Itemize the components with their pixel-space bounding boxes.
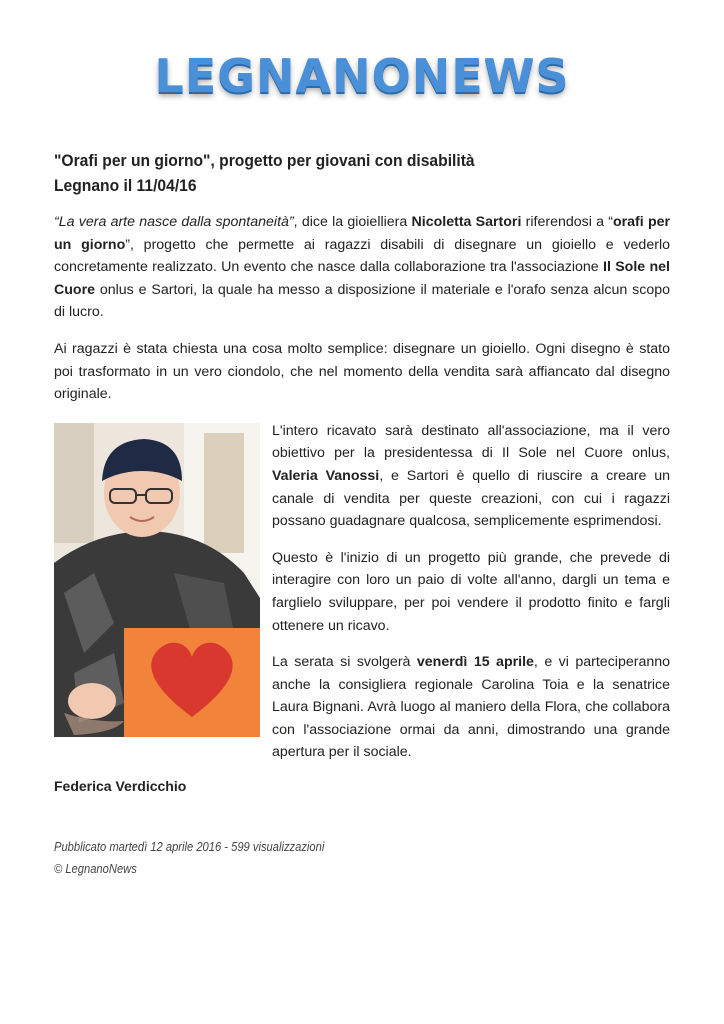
association-name: Il Sole nel Cuore	[54, 259, 670, 298]
site-logo[interactable]: LEGNANONEWS	[154, 49, 570, 103]
paragraph-1	[54, 211, 670, 324]
person-name: Valeria Vanossi	[272, 467, 380, 484]
article-body	[54, 211, 670, 778]
opening-quote: “La vera arte nasce dalla spontaneità”	[54, 214, 294, 230]
text-span: onlus e Sartori, la quale ha messo a disposizione il materiale e l'orafo senza alcun scopo di lucro.	[54, 281, 670, 321]
article-title: "Orafi per un giorno", progetto per giovani con disabilità	[54, 151, 475, 170]
project-name: orafi per un giorno	[54, 214, 671, 253]
text-span: , dice la gioielliera	[293, 214, 412, 230]
copyright: © LegnanoNews	[54, 861, 137, 876]
text-span: , e vi parteciperanno anche la consigliera regionale Carolina Toia e la senatrice Laura Bignani. Avrà luogo al maniero della Flora, che collabora con l'associazione ormai da anni, dimostrando una grande apertura per il sociale.	[272, 654, 671, 761]
text-span: , e Sartori è quello di riuscire a creare un canale di vendita per queste creazioni, con cui i ragazzi possano guadagnare qualcosa, semplicemente esprimendosi.	[272, 467, 671, 530]
text-span: L'intero ricavato sarà destinato all'associazione, ma il vero obiettivo per la presidentessa di Il Sole nel Cuore onlus,	[272, 422, 670, 462]
text-span: ”, progetto che permette ai ragazzi disabili di disegnare un gioiello e vederlo concretamente realizzato. Un evento che nasce dalla collaborazione tra l'associazione	[54, 236, 670, 276]
photo-illustration	[54, 423, 260, 737]
article-photo	[54, 423, 260, 737]
paragraph-2: Ai ragazzi è stata chiesta una cosa molto semplice: disegnare un gioiello. Ogni disegno è stato poi trasformato in un vero ciondolo, che nel momento della vendita sarà affiancato dal disegno originale.	[54, 340, 670, 403]
article-author: Federica Verdicchio	[54, 778, 187, 794]
event-date: venerdì 15 aprile	[416, 654, 534, 671]
text-span: La serata si svolgerà	[272, 654, 417, 671]
publication-info: Pubblicato martedì 12 aprile 2016 - 599 visualizzazioni	[54, 839, 325, 854]
person-name: Nicoletta Sartori	[411, 214, 522, 230]
article-headline	[54, 148, 624, 198]
text-span: riferendosi a “	[521, 214, 613, 230]
paragraph-4: Questo è l'inizio di un progetto più grande, che prevede di interagire con loro un paio di volte all'anno, dargli un tema e farglielo sviluppare, per poi vendere il prodotto finito e fargli ottenere un ricavo.	[272, 549, 670, 634]
article-footer	[54, 836, 484, 880]
article-place-date: Legnano il 11/04/16	[54, 176, 197, 195]
